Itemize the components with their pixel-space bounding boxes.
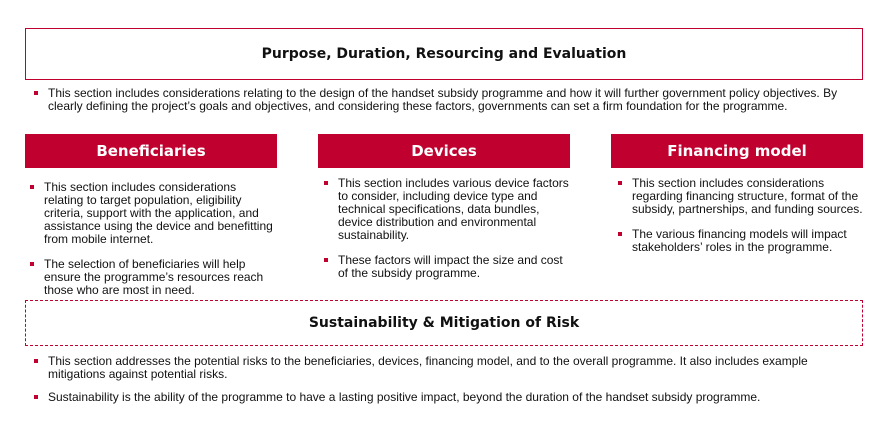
bullet-icon [34, 395, 38, 399]
bullet-icon [618, 232, 622, 236]
sustainability-bullet [30, 355, 858, 381]
purpose-bullet-text: This section includes considerations relating to the design of the handset subsidy programme and how it will further government policy objectives. By clearly defining the project’s goals and objectives, and considering these factors, governments can set a firm foundation for the programme. [48, 86, 838, 113]
devices-title: Devices [411, 142, 477, 160]
bullet-icon [618, 181, 622, 185]
financing-model-bullet-text: This section includes considerations regarding financing structure, format of the subsidy, partnerships, and funding sources. [632, 176, 863, 216]
beneficiaries-bullet-text: The selection of beneficiaries will help ensure the programme’s resources reach those who are most in need. [44, 257, 264, 297]
bullet-icon [30, 185, 34, 189]
sustainability-box [25, 300, 863, 346]
sustainability-bullets [30, 355, 858, 404]
financing-model-bullet-text: The various financing models will impact stakeholders’ roles in the programme. [632, 227, 847, 254]
purpose-bullet [30, 87, 858, 113]
bullet-icon [324, 258, 328, 262]
financing-model-header [611, 134, 863, 168]
devices-bullet [320, 254, 570, 280]
devices-bullet-text: These factors will impact the size and cost of the subsidy programme. [338, 253, 563, 280]
beneficiaries-title: Beneficiaries [96, 142, 206, 160]
financing-model-bullet [614, 177, 864, 216]
devices-header [318, 134, 570, 168]
beneficiaries-header [25, 134, 277, 168]
bullet-icon [324, 181, 328, 185]
beneficiaries-bullet-text: This section includes considerations relating to target population, eligibility criteria, support with the application, and assistance using the device and benefitting from mobile internet. [44, 180, 273, 246]
devices-bullet-text: This section includes various device factors to consider, including device type and technical specifications, data bundles, device distribution and environmental sustainability. [338, 176, 569, 242]
devices-bullets [320, 177, 570, 280]
financing-model-bullets [614, 177, 864, 254]
beneficiaries-bullet [26, 181, 276, 246]
sustainability-bullet-text: Sustainability is the ability of the programme to have a lasting positive impact, beyond the duration of the handset subsidy programme. [48, 390, 761, 404]
beneficiaries-bullets [26, 181, 276, 297]
sustainability-title: Sustainability & Mitigation of Risk [308, 315, 580, 331]
purpose-box [25, 28, 863, 80]
purpose-title: Purpose, Duration, Resourcing and Evaluation [261, 46, 627, 62]
sustainability-bullet-text: This section addresses the potential risks to the beneficiaries, devices, financing model, and to the overall programme. It also includes example mitigations against potential risks. [48, 354, 808, 381]
bullet-icon [34, 91, 38, 95]
financing-model-bullet [614, 228, 864, 254]
beneficiaries-bullet [26, 258, 276, 297]
financing-model-title: Financing model [667, 142, 807, 160]
bullet-icon [34, 359, 38, 363]
sustainability-bullet [30, 391, 858, 404]
purpose-bullets [30, 87, 858, 113]
bullet-icon [30, 262, 34, 266]
devices-bullet [320, 177, 570, 242]
